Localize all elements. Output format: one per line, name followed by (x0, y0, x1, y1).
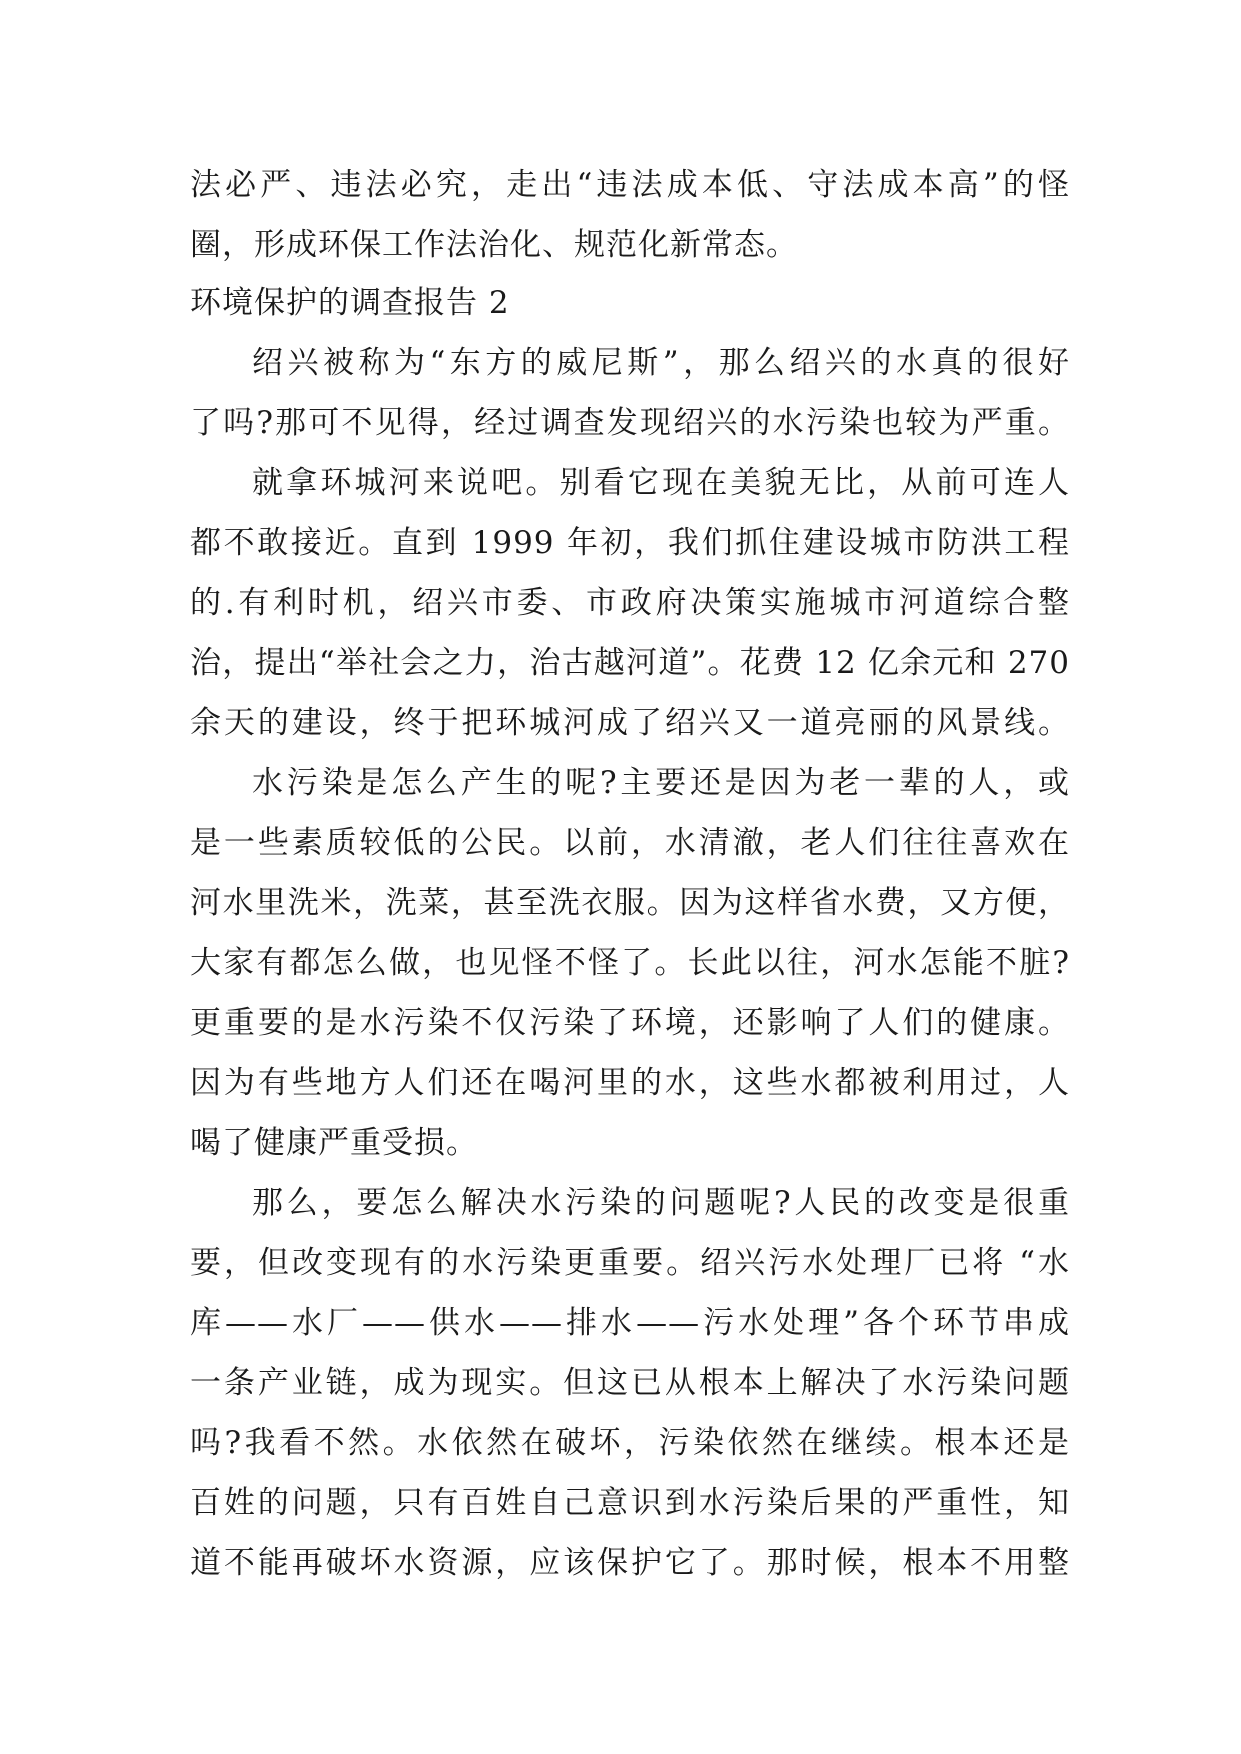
text-line: 余天的建设，终于把环城河成了绍兴又一道亮丽的风景线。 (190, 705, 1070, 741)
text-line: 治，提出“举社会之力，治古越河道”。花费 12 亿余元和 270 (190, 645, 1070, 681)
text-line: 绍兴被称为“东方的威尼斯”，那么绍兴的水真的很好 (252, 345, 1070, 381)
text-line: 圈，形成环保工作法治化、规范化新常态。 (190, 227, 798, 263)
text-line: 吗?我看不然。水依然在破坏，污染依然在继续。根本还是 (190, 1425, 1070, 1461)
text-line: 库——水厂——供水——排水——污水处理”各个环节串成 (190, 1305, 1070, 1341)
text-line: 河水里洗米，洗菜，甚至洗衣服。因为这样省水费，又方便， (190, 885, 1070, 921)
text-line: 更重要的是水污染不仅污染了环境，还影响了人们的健康。 (190, 1005, 1070, 1041)
text-line: 水污染是怎么产生的呢?主要还是因为老一辈的人，或 (252, 765, 1070, 801)
text-line: 都不敢接近。直到 1999 年初，我们抓住建设城市防洪工程 (190, 525, 1070, 561)
text-line: 喝了健康严重受损。 (190, 1125, 478, 1161)
text-line: 道不能再破坏水资源，应该保护它了。那时候，根本不用整 (190, 1545, 1070, 1581)
text-line: 因为有些地方人们还在喝河里的水，这些水都被利用过，人 (190, 1065, 1070, 1101)
text-line: 是一些素质较低的公民。以前，水清澈，老人们往往喜欢在 (190, 825, 1070, 861)
text-line: 的.有利时机，绍兴市委、市政府决策实施城市河道综合整 (190, 585, 1070, 621)
text-line: 一条产业链，成为现实。但这已从根本上解决了水污染问题 (190, 1365, 1070, 1401)
text-line: 大家有都怎么做，也见怪不怪了。长此以往，河水怎能不脏? (190, 945, 1070, 981)
text-line: 要，但改变现有的水污染更重要。绍兴污水处理厂已将 “水 (190, 1245, 1070, 1281)
text-line: 就拿环城河来说吧。别看它现在美貌无比，从前可连人 (252, 465, 1070, 501)
text-line: 了吗?那可不见得，经过调查发现绍兴的水污染也较为严重。 (190, 405, 1070, 441)
text-line: 法必严、违法必究，走出“违法成本低、守法成本高”的怪 (190, 167, 1070, 203)
text-line: 百姓的问题，只有百姓自己意识到水污染后果的严重性，知 (190, 1485, 1070, 1521)
section-heading: 环境保护的调查报告 2 (190, 285, 510, 321)
text-line: 那么，要怎么解决水污染的问题呢?人民的改变是很重 (252, 1185, 1070, 1221)
